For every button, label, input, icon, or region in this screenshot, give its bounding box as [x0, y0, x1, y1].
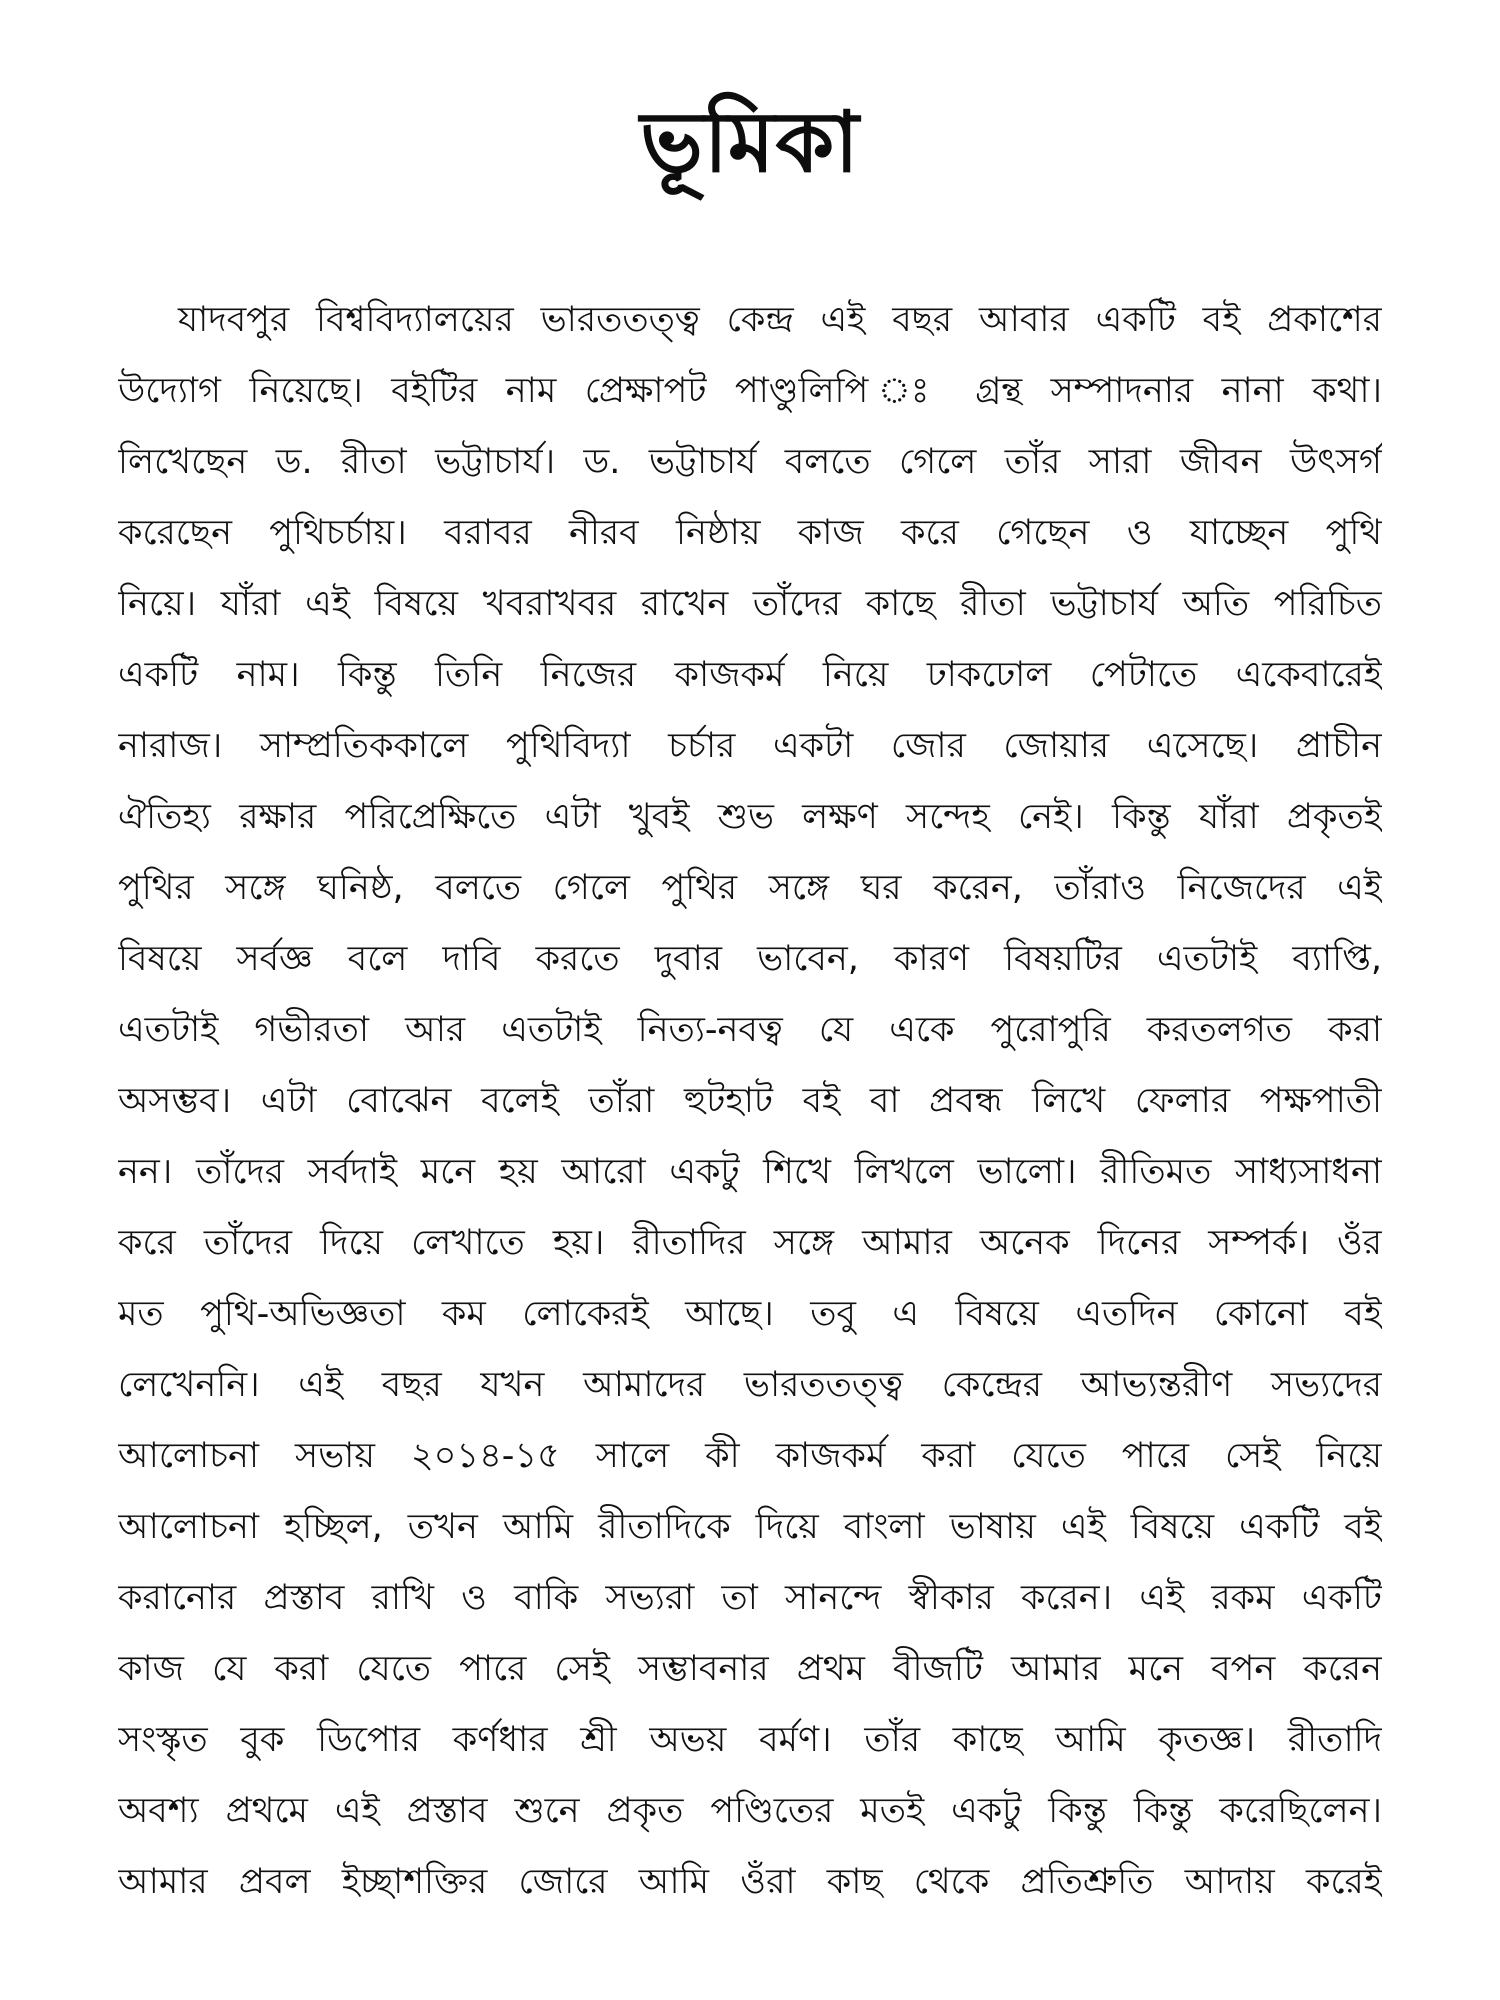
text-line: আলোচনা সভায় ২০১৪-১৫ সালে কী কাজকর্ম করা যেতে পারে সেই নিয়ে: [118, 1436, 1382, 1476]
text-line: সংস্কৃত বুক ডিপোর কর্ণধার শ্রী অভয় বর্মণ। তাঁর কাছে আমি কৃতজ্ঞ। রীতাদি: [118, 1720, 1382, 1760]
text-line: অবশ্য প্রথমে এই প্রস্তাব শুনে প্রকৃত পণ্ডিতের মতই একটু কিন্তু কিন্তু করেছিলেন।: [118, 1791, 1382, 1831]
text-line: নন। তাঁদের সর্বদাই মনে হয় আরো একটু শিখে লিখলে ভালো। রীতিমত সাধ্যসাধনা: [118, 1152, 1382, 1192]
text-line: কাজ যে করা যেতে পারে সেই সম্ভাবনার প্রথম বীজটি আমার মনে বপন করেন: [118, 1649, 1382, 1689]
text-line: আমার প্রবল ইচ্ছাশক্তির জোরে আমি ওঁরা কাছ থেকে প্রতিশ্রুতি আদায় করেই: [118, 1862, 1382, 1902]
text-line: আলোচনা হচ্ছিল, তখন আমি রীতাদিকে দিয়ে বাংলা ভাষায় এই বিষয়ে একটি বই: [118, 1507, 1382, 1547]
text-line: উদ্যোগ নিয়েছে। বইটির নাম প্রেক্ষাপট পাণ্ডুলিপি ঃ গ্রন্থ সম্পাদনার নানা কথা।: [118, 371, 1382, 411]
body-text: [118, 285, 1382, 1918]
text-line: যাদবপুর বিশ্ববিদ্যালয়ের ভারততত্ত্ব কেন্দ্র এই বছর আবার একটি বই প্রকাশের: [178, 300, 1382, 340]
text-line: করে তাঁদের দিয়ে লেখাতে হয়। রীতাদির সঙ্গে আমার অনেক দিনের সম্পর্ক। ওঁর: [118, 1223, 1382, 1263]
text-line: নারাজ। সাম্প্রতিককালে পুথিবিদ্যা চর্চার একটা জোর জোয়ার এসেছে। প্রাচীন: [118, 726, 1382, 766]
text-line: লেখেননি। এই বছর যখন আমাদের ভারততত্ত্ব কেন্দ্রের আভ্যন্তরীণ সভ্যদের: [118, 1365, 1382, 1405]
text-line: একটি নাম। কিন্তু তিনি নিজের কাজকর্ম নিয়ে ঢাকঢোল পেটাতে একেবারেই: [118, 655, 1382, 695]
text-line: বিষয়ে সর্বজ্ঞ বলে দাবি করতে দুবার ভাবেন, কারণ বিষয়টির এতটাই ব্যাপ্তি,: [118, 939, 1382, 979]
text-line: মত পুথি-অভিজ্ঞতা কম লোকেরই আছে। তবু এ বিষয়ে এতদিন কোনো বই: [118, 1294, 1382, 1334]
text-line: করানোর প্রস্তাব রাখি ও বাকি সভ্যরা তা সানন্দে স্বীকার করেন। এই রকম একটি: [118, 1578, 1382, 1618]
text-line: ঐতিহ্য রক্ষার পরিপ্রেক্ষিতে এটা খুবই শুভ লক্ষণ সন্দেহ নেই। কিন্তু যাঁরা প্রকৃতই: [118, 797, 1382, 837]
text-line: করেছেন পুথিচর্চায়। বরাবর নীরব নিষ্ঠায় কাজ করে গেছেন ও যাচ্ছেন পুথি: [118, 513, 1382, 553]
text-line: পুথির সঙ্গে ঘনিষ্ঠ, বলতে গেলে পুথির সঙ্গে ঘর করেন, তাঁরাও নিজেদের এই: [118, 868, 1382, 908]
page-title: ভূমিকা: [640, 93, 860, 191]
text-line: নিয়ে। যাঁরা এই বিষয়ে খবরাখবর রাখেন তাঁদের কাছে রীতা ভট্টাচার্য অতি পরিচিত: [118, 584, 1382, 624]
text-line: এতটাই গভীরতা আর এতটাই নিত্য-নবত্ব যে একে পুরোপুরি করতলগত করা: [118, 1010, 1382, 1050]
text-line: অসম্ভব। এটা বোঝেন বলেই তাঁরা হুটহাট বই বা প্রবন্ধ লিখে ফেলার পক্ষপাতী: [118, 1081, 1382, 1121]
text-line: লিখেছেন ড. রীতা ভট্টাচার্য। ড. ভট্টাচার্য বলতে গেলে তাঁর সারা জীবন উৎসর্গ: [118, 442, 1382, 482]
